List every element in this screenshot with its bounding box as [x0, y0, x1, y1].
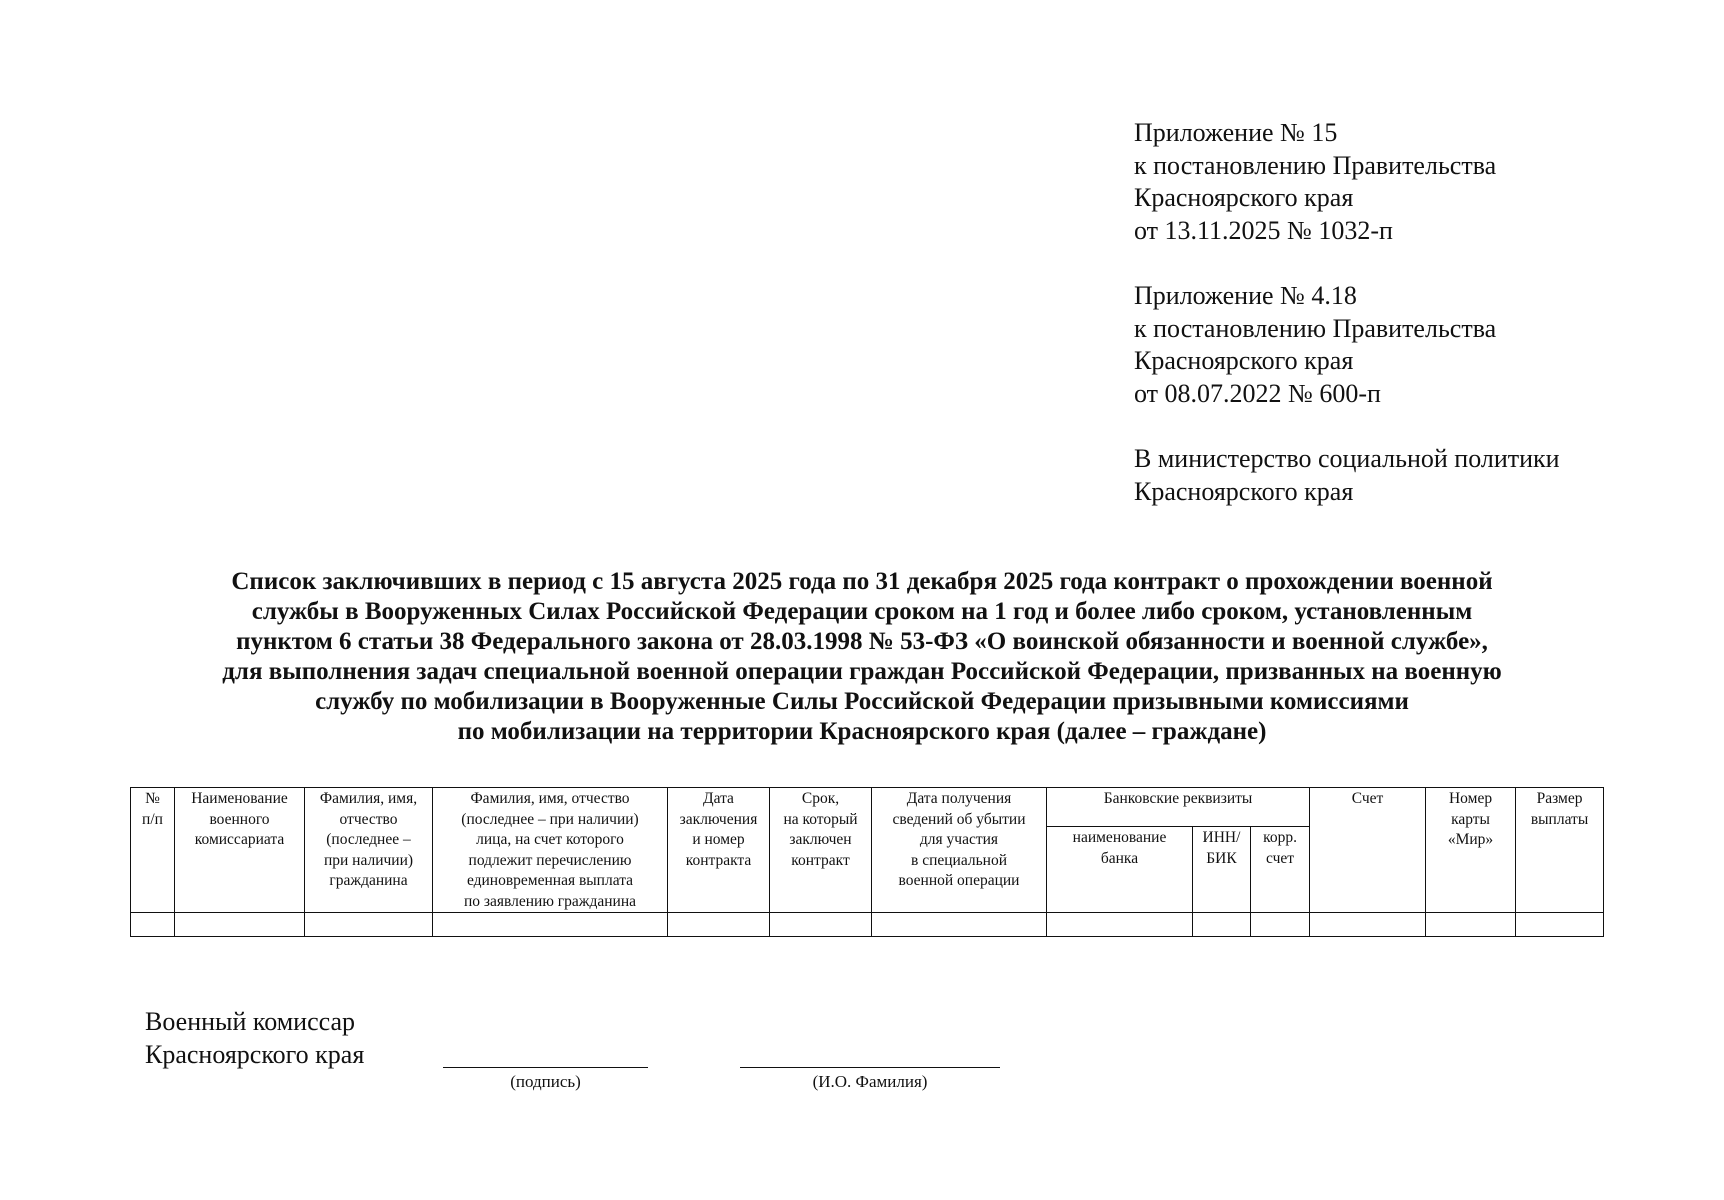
title-line: пунктом 6 статьи 38 Федерального закона от 28.03.1998 № 53-ФЗ «О воинской обязанности и военной службе»,: [236, 628, 1488, 655]
column-header-number: № п/п: [131, 788, 175, 913]
table-cell[interactable]: [305, 913, 433, 937]
table-cell[interactable]: [1310, 913, 1426, 937]
appendix-15-reference: [1134, 117, 1496, 247]
appendix-line: от 13.11.2025 № 1032-п: [1134, 215, 1393, 245]
table-cell[interactable]: [1251, 913, 1310, 937]
table-cell[interactable]: [131, 913, 175, 937]
recipients-table: [130, 787, 1604, 937]
signatory-line: Военный комиссар: [145, 1007, 356, 1036]
name-line[interactable]: [740, 1067, 1000, 1068]
title-line: службу по мобилизации в Вооруженные Силы Российской Федерации призывными комиссиями: [315, 688, 1409, 715]
appendix-line: Красноярского края: [1134, 183, 1354, 212]
table-header-row: [131, 788, 1604, 827]
appendix-line: Приложение № 4.18: [1134, 281, 1357, 310]
name-caption: (И.О. Фамилия): [812, 1072, 928, 1091]
title-line: службы в Вооруженных Силах Российской Федерации сроком на 1 год и более либо сроком, установленным: [251, 598, 1473, 625]
addressee-line: Красноярского края: [1134, 476, 1354, 506]
column-header-payment-amount: Размер выплаты: [1516, 788, 1604, 913]
appendix-line: Красноярского края: [1134, 346, 1354, 375]
document-title: [100, 567, 1624, 747]
table-cell[interactable]: [872, 913, 1047, 937]
table-cell[interactable]: [433, 913, 668, 937]
appendix-line: от 08.07.2022 № 600-п: [1134, 378, 1381, 408]
column-header-inn-bik: ИНН/ БИК: [1193, 827, 1251, 913]
column-header-contract-date: Дата заключения и номер контракта: [668, 788, 770, 913]
table-cell[interactable]: [175, 913, 305, 937]
column-group-bank-details: Банковские реквизиты: [1047, 788, 1310, 827]
column-header-bank-name: наименование банка: [1047, 827, 1193, 913]
appendix-line: к постановлению Правительства: [1134, 313, 1497, 343]
table-cell[interactable]: [1193, 913, 1251, 937]
column-header-account: Счет: [1310, 788, 1426, 913]
column-header-departure-date: Дата получения сведений об убытии для участия в специальной военной операции: [872, 788, 1047, 913]
title-line: для выполнения задач специальной военной операции граждан Российской Федерации, призванных на военную: [222, 658, 1502, 685]
appendix-line: к постановлению Правительства: [1134, 150, 1497, 180]
signature-line[interactable]: [443, 1067, 648, 1068]
title-line: Список заключивших в период с 15 августа 2025 года по 31 декабря 2025 года контракт о прохождении военной: [231, 568, 1493, 595]
table-cell[interactable]: [1516, 913, 1604, 937]
appendix-line: Приложение № 15: [1134, 118, 1338, 147]
table-cell[interactable]: [1426, 913, 1516, 937]
addressee-line: В министерство социальной политики: [1134, 444, 1560, 473]
column-header-payee-name: Фамилия, имя, отчество (последнее – при наличии) лица, на счет которого подлежит перечислению единовременная выплата по заявлению гражданина: [433, 788, 668, 913]
table-cell[interactable]: [770, 913, 872, 937]
column-header-commissariat: Наименование военного комиссариата: [175, 788, 305, 913]
table-cell[interactable]: [668, 913, 770, 937]
table-row: [131, 913, 1604, 937]
column-header-mir-card: Номер карты «Мир»: [1426, 788, 1516, 913]
addressee-block: [1134, 443, 1560, 508]
signature-caption: (подпись): [510, 1072, 581, 1091]
column-header-contract-term: Срок, на который заключен контракт: [770, 788, 872, 913]
column-header-citizen-name: Фамилия, имя, отчество (последнее – при наличии) гражданина: [305, 788, 433, 913]
title-line: по мобилизации на территории Красноярского края (далее – граждане): [457, 718, 1267, 745]
table-cell[interactable]: [1047, 913, 1193, 937]
signatory-title: [145, 1005, 364, 1071]
column-header-corr-account: корр. счет: [1251, 827, 1310, 913]
appendix-4-18-reference: [1134, 280, 1496, 410]
signatory-line: Красноярского края: [145, 1040, 365, 1069]
